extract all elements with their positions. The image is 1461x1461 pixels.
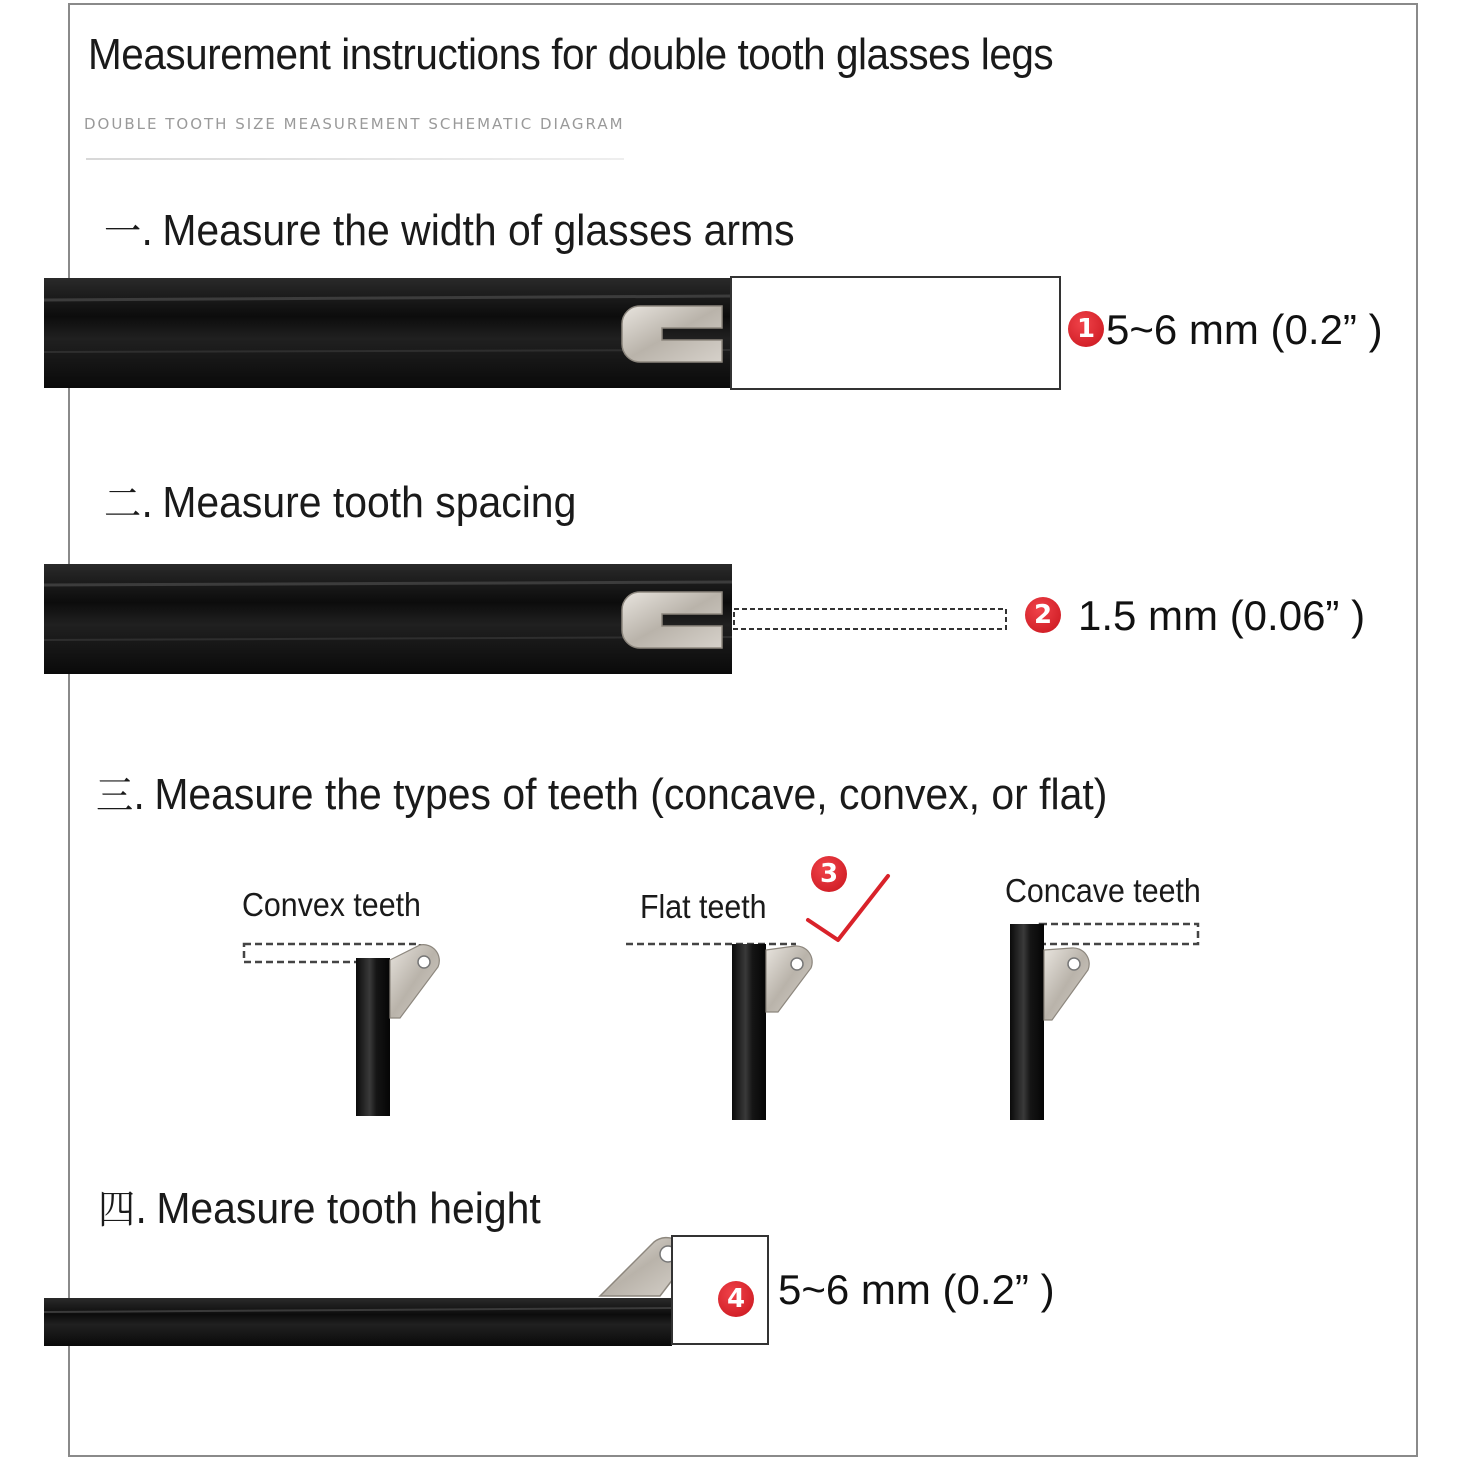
concave-teeth-illustration <box>1010 924 1198 1120</box>
section-4-text: Measure tooth height <box>156 1184 541 1233</box>
concave-teeth-label: Concave teeth <box>1005 872 1201 909</box>
arm-width-value: 5~6 mm (0.2” ) <box>1106 306 1383 353</box>
badge-2: 2 <box>1025 597 1061 633</box>
badge-1: 1 <box>1068 311 1104 347</box>
badge-3: 3 <box>811 856 847 892</box>
section-1-number: 一. <box>104 209 154 255</box>
spacing-dashed-box <box>734 609 1006 629</box>
section-1-text: Measure the width of glasses arms <box>162 206 795 255</box>
width-measure-box <box>731 277 1060 389</box>
section-2-text: Measure tooth spacing <box>162 478 577 527</box>
page-title: Measurement instructions for double tooth glasses legs <box>88 30 1054 79</box>
tooth-height-illustration <box>44 1236 768 1346</box>
page-subtitle: DOUBLE TOOTH SIZE MEASUREMENT SCHEMATIC DIAGRAM <box>84 115 625 133</box>
section-4-number: 四. <box>98 1187 148 1233</box>
section-3-number: 三. <box>96 773 146 819</box>
section-3-text: Measure the types of teeth (concave, convex, or flat) <box>154 770 1108 819</box>
tooth-spacing-illustration <box>44 564 1006 674</box>
arm-width-illustration <box>44 277 1060 389</box>
tooth-height-value: 5~6 mm (0.2” ) <box>778 1266 1055 1313</box>
convex-teeth-illustration <box>244 944 439 1116</box>
convex-teeth-label: Convex teeth <box>242 886 421 923</box>
section-2-number: 二. <box>104 481 154 527</box>
flat-teeth-label: Flat teeth <box>640 888 767 925</box>
badge-4: 4 <box>718 1281 754 1317</box>
glasses-arm-4 <box>44 1298 672 1346</box>
tooth-spacing-value: 1.5 mm (0.06” ) <box>1078 592 1366 639</box>
